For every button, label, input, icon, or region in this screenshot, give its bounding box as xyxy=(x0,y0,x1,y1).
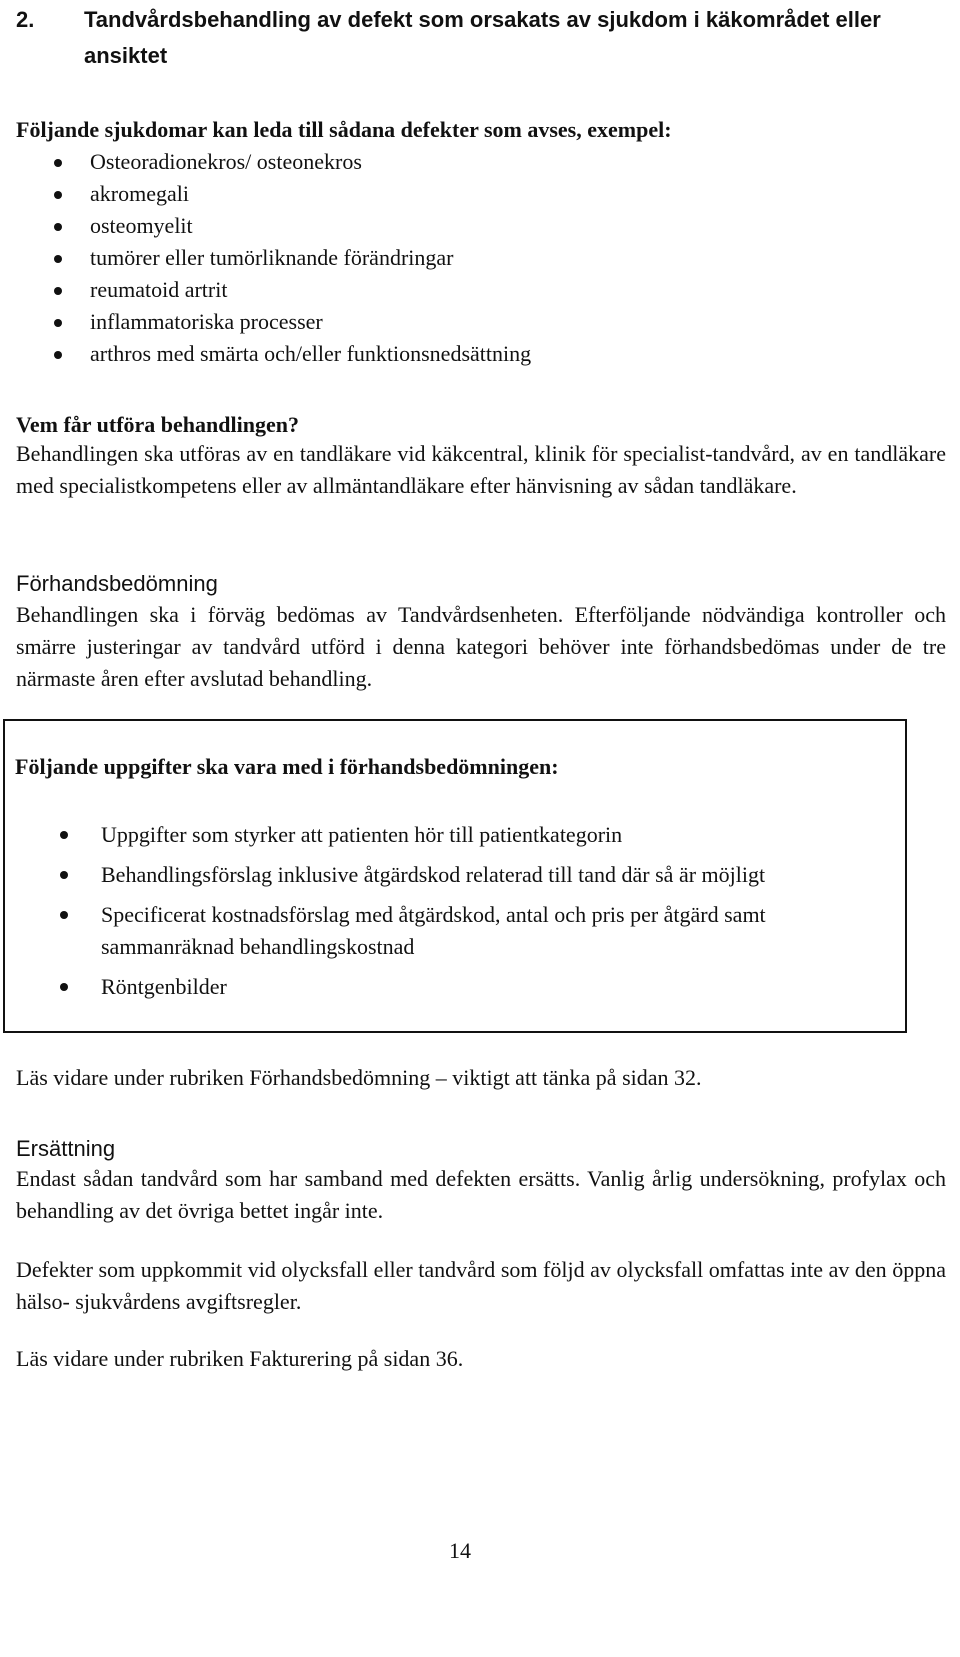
compensation-paragraph: Endast sådan tandvård som har samband med defekten ersätts. Vanlig årlig undersökning, profylax och behandling av det övriga bettet ingår inte. xyxy=(16,1166,946,1223)
list-item: Specificerat kostnadsförslag med åtgärdskod, antal och pris per åtgärd samt sammanräknad behandlingskostnad xyxy=(15,899,895,963)
who-paragraph: Behandlingen ska utföras av en tandläkare vid käkcentral, klinik för specialist-tandvård, av en tandläkare med specialistkompetens eller av allmäntandläkare efter hänvisning av sådan tandläkare. xyxy=(16,441,946,498)
list-item: Osteoradionekros/ osteonekros xyxy=(16,146,531,178)
requirements-heading: Följande uppgifter ska vara med i förhandsbedömningen: xyxy=(15,754,559,779)
list-item: akromegali xyxy=(16,178,531,210)
compensation-heading: Ersättning xyxy=(16,1136,116,1161)
list-item: osteomyelit xyxy=(16,210,531,242)
list-item: arthros med smärta och/eller funktionsnedsättning xyxy=(16,338,531,370)
read-more-invoicing: Läs vidare under rubriken Fakturering på sidan 36. xyxy=(16,1346,464,1371)
diseases-intro: Följande sjukdomar kan leda till sådana defekter som avses, exempel: xyxy=(16,117,672,142)
list-item: reumatoid artrit xyxy=(16,274,531,306)
section-title: Tandvårdsbehandling av defekt som orsakats av sjukdom i käkområdet eller ansiktet xyxy=(84,7,881,68)
preassessment-paragraph: Behandlingen ska i förväg bedömas av Tandvårdsenheten. Efterföljande nödvändiga kontroller och smärre justeringar av tandvård utförd i denna kategori behöver inte förhandsbedömas under de tre närmaste åren efter avslutad behandling. xyxy=(16,602,946,691)
preassessment-heading: Förhandsbedömning xyxy=(16,571,218,596)
section-number: 2. xyxy=(16,7,35,32)
section-heading xyxy=(16,2,946,74)
disease-list xyxy=(16,146,531,370)
requirements-list xyxy=(15,819,895,1011)
page-number: 14 xyxy=(449,1538,471,1563)
who-heading: Vem får utföra behandlingen? xyxy=(16,412,299,437)
list-item: Uppgifter som styrker att patienten hör till patientkategorin xyxy=(15,819,895,851)
list-item: inflammatoriska processer xyxy=(16,306,531,338)
list-item: tumörer eller tumörliknande förändringar xyxy=(16,242,531,274)
requirements-box xyxy=(3,719,907,1033)
list-item: Röntgenbilder xyxy=(15,971,895,1003)
list-item: Behandlingsförslag inklusive åtgärdskod relaterad till tand där så är möjligt xyxy=(15,859,895,891)
accident-paragraph: Defekter som uppkommit vid olycksfall eller tandvård som följd av olycksfall omfattas inte av den öppna hälso- sjukvårdens avgiftsregler. xyxy=(16,1257,946,1314)
read-more-preassessment: Läs vidare under rubriken Förhandsbedömning – viktigt att tänka på sidan 32. xyxy=(16,1065,702,1090)
